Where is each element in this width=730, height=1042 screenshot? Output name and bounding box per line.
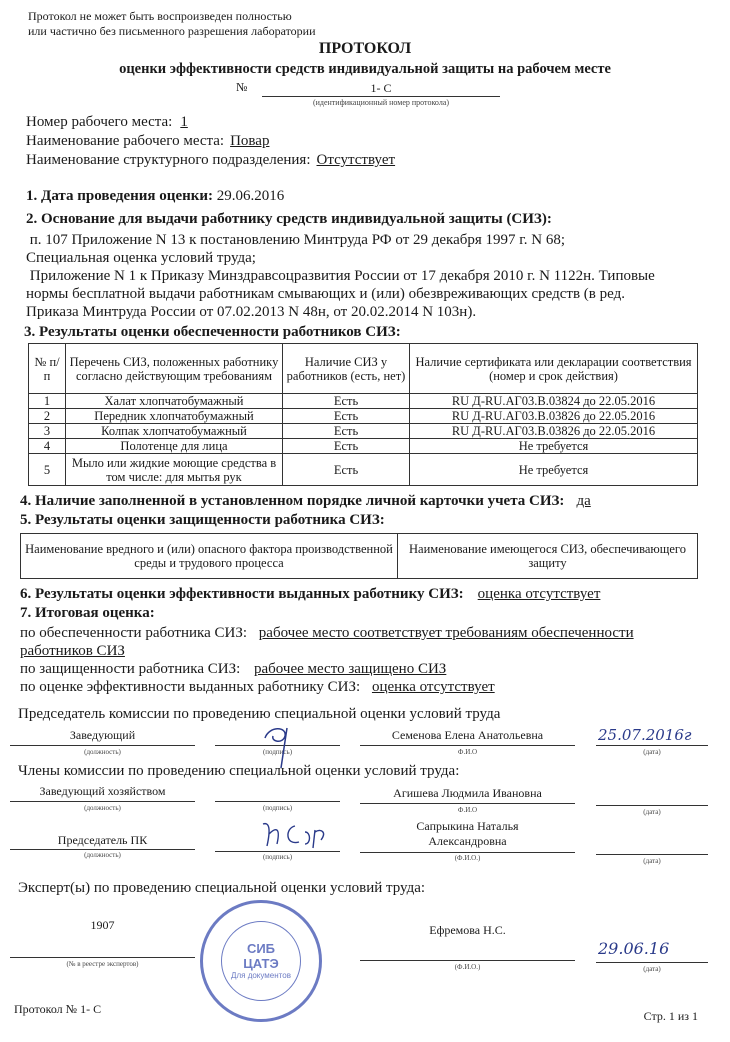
member-1-position: Заведующий хозяйством [39,784,166,798]
chair-name: Семенова Елена Анатольевна [391,728,544,742]
expert-date-caption: (дата) [643,965,661,973]
chair-fio-caption: Ф.И.О [457,748,478,756]
table-row: 3 Колпак хлопчатобумажный Есть RU Д-RU.АГ03.В.03826 до 22.05.2016 [29,424,698,439]
table-row: 5 Мыло или жидкие моющие средства в том числе: для мытья рук Есть Не требуется [29,454,698,486]
section-3-heading: 3. Результаты оценки обеспеченности работников СИЗ: [24,324,401,340]
summary-protection: по защищенности работника СИЗ: рабочее место защищено СИЗ [20,661,447,677]
table-row: 1 Халат хлопчатобумажный Есть RU Д-RU.АГ03.В.03824 до 22.05.2016 [29,394,698,409]
member-2-fio-caption: (Ф.И.О.) [454,854,481,862]
member-2-name-1: Сапрыкина Наталья [416,819,519,833]
table-row: 4 Полотенце для лица Есть Не требуется [29,439,698,454]
summary-effectiveness: по оценке эффективности выданных работнику СИЗ: оценка отсутствует [20,679,495,695]
siz-protection-table: Наименование вредного и (или) опасного фактора производственной среды и трудового процесса Наименование имеющегося СИЗ, обеспечивающего защиту [20,533,698,579]
section-7-heading: 7. Итоговая оценка: [20,605,155,621]
notice-line-2: или частично без письменного разрешения лаборатории [28,24,316,38]
footer-page-number: Стр. 1 из 1 [643,1009,698,1023]
document-title: ПРОТОКОЛ [318,40,412,57]
member-2-signature-caption: (подпись) [262,853,293,861]
notice-line-1: Протокол не может быть воспроизведен полностью [28,9,292,23]
member-1-date-caption: (дата) [643,808,661,816]
field-department: Наименование структурного подразделения: Отсутствует [26,152,396,168]
chair-date-caption: (дата) [643,748,661,756]
member-2-date-caption: (дата) [643,857,661,865]
members-heading: Члены комиссии по проведению специальной оценки условий труда: [18,763,460,779]
protocol-number-caption: (идентификационный номер протокола) [312,98,450,107]
member-2-position: Председатель ПК [57,833,148,847]
section-1: 1. Дата проведения оценки: 29.06.2016 [26,188,285,204]
expert-registry-caption: (№ в реестре экспертов) [66,960,139,968]
section-6: 6. Результаты оценки эффективности выданных работнику СИЗ: оценка отсутствует [20,586,601,602]
chair-heading: Председатель комиссии по проведению специальной оценки условий труда [18,706,501,722]
member-1-position-caption: (должность) [84,804,121,812]
summary-provision-cont: работников СИЗ [20,643,125,659]
organization-stamp: СИБ ЦАТЭ Для документов [200,900,322,1022]
section-2-body: п. 107 Приложение N 13 к постановлению Минтруда РФ от 29 декабря 1997 г. N 68; Специальная оценка условий труда; Приложение N 1 к Приказу Минздравсоцразвития России от 17 декабря 2010 г. N 1122н. Типовые нормы бесплатной выдачи работникам смывающих и (или) обезвреживающих средств (в ред. Приказа Минтруда России от 07.02.2013 N 48н, от 20.02.2014 N 103н). [26,232,655,320]
experts-heading: Эксперт(ы) по проведению специальной оценки условий труда: [18,880,426,896]
expert-fio-caption: (Ф.И.О.) [454,963,481,971]
field-workplace-number: Номер рабочего места: 1 [26,114,188,130]
section-5-heading: 5. Результаты оценки защищенности работника СИЗ: [20,512,385,528]
chair-position-caption: (должность) [84,748,121,756]
document-subtitle: оценки эффективности средств индивидуальной защиты на рабочем месте [119,61,611,77]
siz-provision-table [28,343,698,486]
expert-registry-number: 1907 [90,918,115,932]
chair-position: Заведующий [69,728,136,742]
number-sign: № [236,80,248,94]
section-2-heading: 2. Основание для выдачи работнику средств индивидуальной защиты (СИЗ): [26,211,552,227]
expert-date: 29.06.16 [598,939,670,958]
footer-protocol-number: Протокол № 1- С [14,1002,102,1016]
member-2-position-caption: (должность) [84,851,121,859]
expert-name: Ефремова Н.С. [429,923,506,937]
member-1-fio-caption: Ф.И.О [457,806,478,814]
member-1-name: Агишева Людмила Ивановна [393,786,542,800]
member-2-name-2: Александровна [428,834,507,848]
field-workplace-name: Наименование рабочего места: Повар [26,133,270,149]
member-2-signature [255,818,345,850]
table-row: 2 Передник хлопчатобумажный Есть RU Д-RU.АГ03.В.03826 до 22.05.2016 [29,409,698,424]
member-1-signature-caption: (подпись) [262,804,293,812]
chair-signature-caption: (подпись) [262,748,293,756]
section-4: 4. Наличие заполненной в установленном порядке личной карточки учета СИЗ: да [20,493,591,509]
table-header-row: № п/п Перечень СИЗ, положенных работнику согласно действующим требованиям Наличие СИЗ у работников (есть, нет) Наличие сертификата или декларации соответствия (номер и срок действия) [29,344,698,394]
chair-date: 25.07.2016г [598,726,692,744]
summary-provision: по обеспеченности работника СИЗ: рабочее место соответствует требованиям обеспеченности [20,625,634,641]
protocol-number: 1- С [262,82,500,97]
